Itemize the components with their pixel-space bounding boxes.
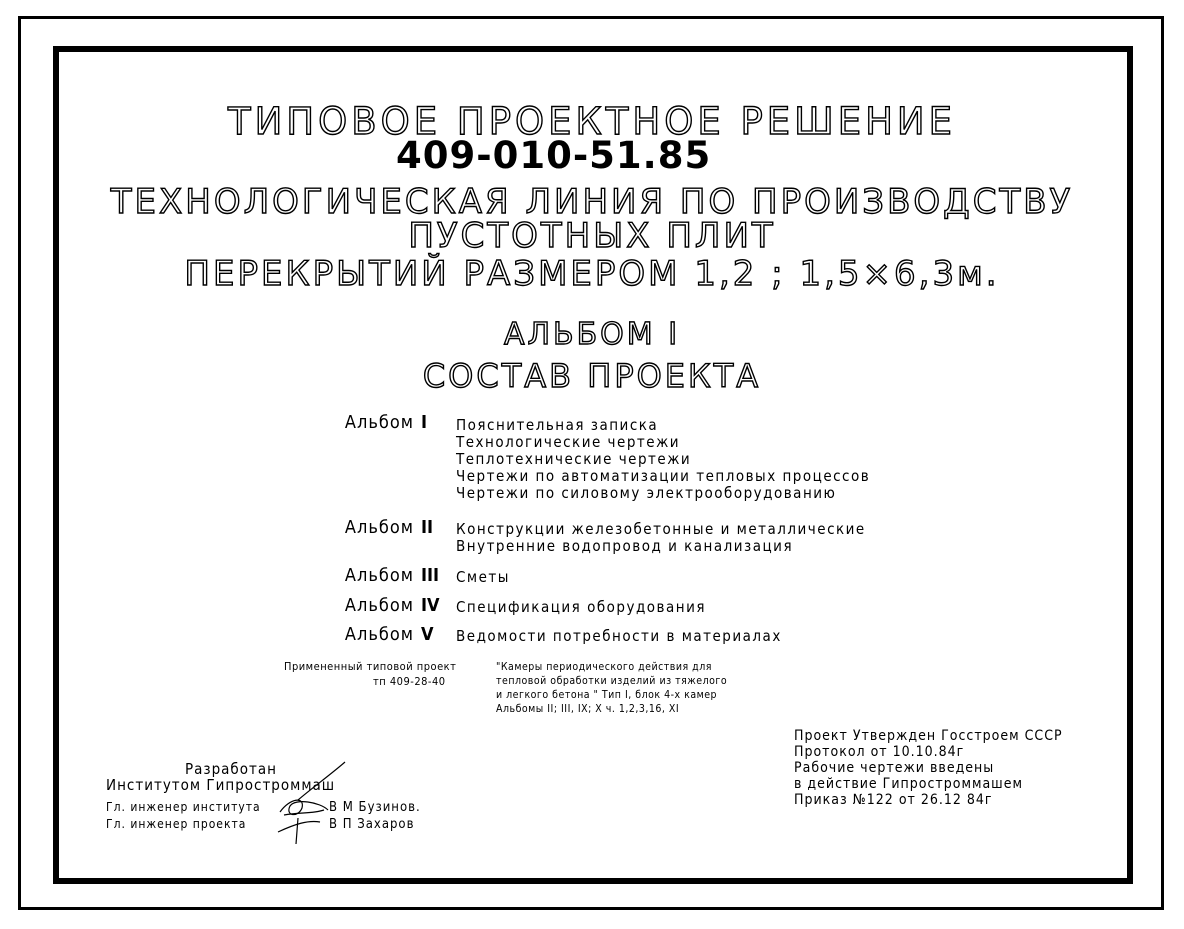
list-item: и легкого бетона " Тип I, блок 4-х камер bbox=[496, 689, 718, 701]
chief-project-name: В П Захаров bbox=[329, 817, 415, 832]
approval-block bbox=[794, 728, 1063, 808]
chief-institute-label: Гл. инженер института bbox=[106, 800, 261, 814]
album-number: V bbox=[421, 624, 434, 645]
title-line-4: ПУСТОТНЫХ ПЛИТ bbox=[408, 216, 776, 256]
list-item: Теплотехнические чертежи bbox=[456, 450, 692, 468]
album-number: I bbox=[421, 412, 428, 433]
list-item: Альбомы II; III, IX; X ч. 1,2,3,16, XI bbox=[496, 703, 680, 715]
album-items bbox=[456, 599, 706, 616]
album-items bbox=[456, 417, 870, 502]
album-items bbox=[456, 569, 510, 586]
list-item: Пояснительная записка bbox=[456, 416, 659, 434]
project-code: 409-010-51.85 bbox=[396, 134, 712, 177]
album-number: IV bbox=[421, 595, 440, 616]
album-number: II bbox=[421, 517, 434, 538]
approval-line: Проект Утвержден Госстроем СССР bbox=[794, 728, 1063, 744]
approval-line: Рабочие чертежи введены bbox=[794, 760, 995, 776]
title-line-5: ПЕРЕКРЫТИЙ РАЗМЕРОМ 1,2 ; 1,5×6,3м. bbox=[184, 254, 1000, 294]
album-items bbox=[456, 521, 866, 555]
applied-project-description bbox=[496, 660, 727, 716]
album-label: Альбом bbox=[344, 412, 414, 433]
list-item: Чертежи по автоматизации тепловых процессов bbox=[456, 467, 871, 485]
applied-project-code: тп 409-28-40 bbox=[373, 675, 446, 688]
title-line-3: ТЕХНОЛОГИЧЕСКАЯ ЛИНИЯ ПО ПРОИЗВОДСТВУ bbox=[110, 182, 1074, 222]
approval-line: в действие Гипростроммашем bbox=[794, 776, 1023, 792]
album-label: Альбом bbox=[344, 595, 414, 616]
signature-scribble bbox=[250, 760, 360, 845]
list-item: Чертежи по силовому электрооборудованию bbox=[456, 484, 837, 502]
chief-project-label: Гл. инженер проекта bbox=[106, 817, 247, 831]
developer-label: Разработан bbox=[185, 760, 277, 778]
list-item: Ведомости потребности в материалах bbox=[456, 627, 782, 645]
album-title: АЛЬБОМ I bbox=[503, 317, 681, 352]
album-subtitle: СОСТАВ ПРОЕКТА bbox=[422, 357, 762, 395]
approval-line: Приказ №122 от 26.12 84г bbox=[794, 792, 993, 808]
applied-project-label: Примененный типовой проект bbox=[284, 660, 457, 673]
album-label: Альбом bbox=[344, 517, 414, 538]
list-item: Технологические чертежи bbox=[456, 433, 680, 451]
list-item: "Камеры периодического действия для bbox=[496, 661, 712, 673]
album-number: III bbox=[421, 565, 440, 586]
developer-institute: Институтом Гипростроммаш bbox=[106, 776, 336, 794]
album-label: Альбом bbox=[344, 565, 414, 586]
list-item: Внутренние водопровод и канализация bbox=[456, 537, 794, 555]
list-item: Сметы bbox=[456, 568, 510, 586]
list-item: тепловой обработки изделий из тяжелого bbox=[496, 675, 728, 687]
title-line-1: ТИПОВОЕ ПРОЕКТНОЕ РЕШЕНИЕ bbox=[228, 100, 956, 143]
list-item: Конструкции железобетонные и металлические bbox=[456, 520, 866, 538]
chief-institute-name: В М Бузинов. bbox=[329, 800, 421, 815]
album-label: Альбом bbox=[344, 624, 414, 645]
album-items bbox=[456, 628, 782, 645]
list-item: Спецификация оборудования bbox=[456, 598, 706, 616]
approval-line: Протокол от 10.10.84г bbox=[794, 744, 965, 760]
